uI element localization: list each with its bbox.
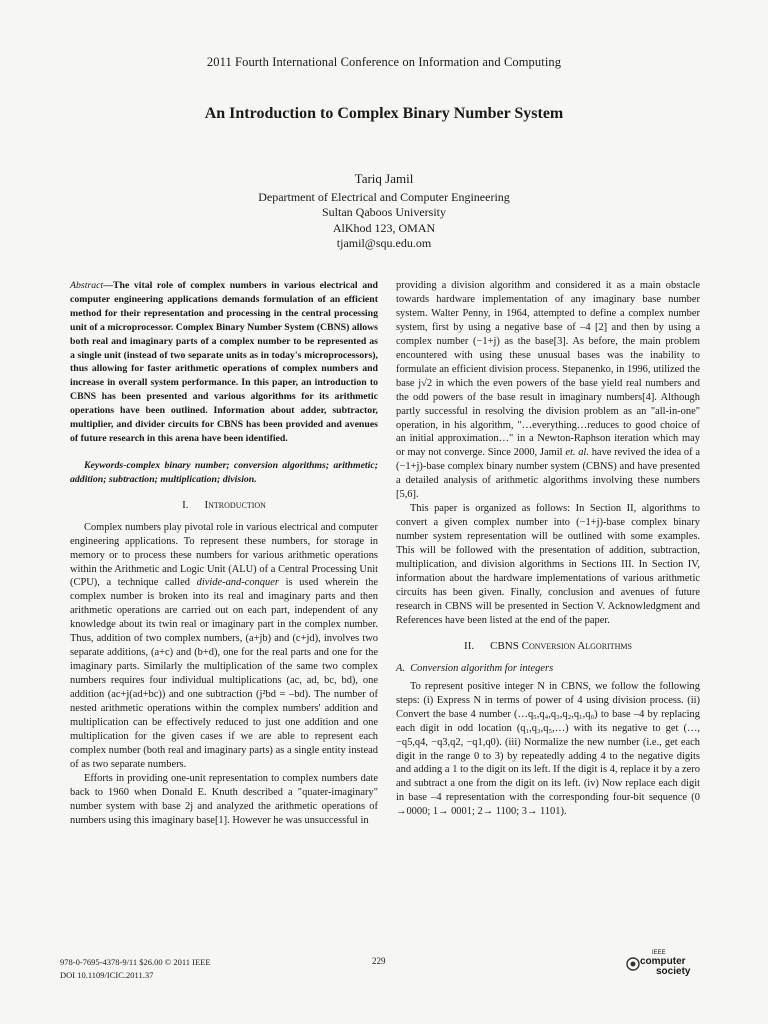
abstract [70, 279, 378, 446]
author-email: tjamil@squ.edu.om [336, 236, 432, 250]
section-number: I. [182, 498, 189, 511]
text-run: providing a division algorithm and considered it as a main obstacle towards hardware implementation of any imaginary base number system. Walter Penny, in 1964, attempted to define a complex number system, first by using a negative base of –4 [2] and then by using a complex number (−1+j) as the base[3]. As before, the main problem encountered with using these unusual bases was the inability to formulate an efficient division process. Stepanenko, in 1996, utilized the base j√2 in which the even powers of the base yield real numbers and the odd powers of the base result in imaginary numbers[4]. Although partly successful in resolving the division problem as an "all-in-one" operation, in his algorithm, "…everything…reduces to good choice of an initial approximation…" in a Newton-Raphson iteration which may or may not converge. Since 2000, Jamil [396, 280, 700, 459]
text-run: is used wherein the complex number is broken into its real and imaginary parts and then arithmetic operations are carried out on each part, independent of any knowledge about its twin real or imaginary part in the complex number. Thus, addition of two complex numbers, (a+jb) and (c+jd), involves two separate additions, (a+c) and (b+d), one for the real parts and one for the imaginary parts. Similarly the multiplication of the same two complex numbers requires four individual multiplications (ac, ad, bc, bd), one addition (ac+j(ad+bc)) and one subtraction (j²bd = –bd). The number of nested arithmetic operations within the complex numbers' addition and multiplication can be effectively reduced to just one addition and one multiplication for the given cases if we are able to represent each complex number (both real and imaginary parts) as a single entity instead of as two separate numbers. [70, 577, 378, 770]
page-number: 229 [372, 956, 386, 966]
conversion-paragraph: To represent positive integer N in CBNS, we follow the following steps: (i) Express N in terms of power of 4 using division process. (ii) Convert the base 4 number (…q₅,q₄,q₃,q₂,q₁,q₀) to base –4 by replacing each digit in odd location (q₁,q₃,q₅,…) with its negative to get (…,−q5,q4, −q3,q2, −q1,q0). (iii) Normalize the new number (i.e., get each digit in the range 0 to 3) by repeatedly adding 4 to the negative digits and adding a 1 to the digit on its left. If the digit is 4, replace it by a zero and subtract a one from the digit on its left. (iv) Now replace each digit in base –4 representation with the corresponding four-bit sequence (0 →0000; 1→ 0001; 2→ 1100; 3→ 1101). [396, 680, 700, 818]
section-title-b: Conversion Algorithms [521, 639, 632, 652]
author-name: Tariq Jamil [354, 171, 414, 186]
footer-doi: DOI 10.1109/ICIC.2011.37 [60, 970, 154, 980]
section-number: II. [464, 639, 475, 652]
history-paragraph-continued [396, 279, 700, 502]
society-logo-icon [626, 957, 640, 971]
abstract-text: —The vital role of complex numbers in various electrical and computer engineering applications demands formulation of an efficient method for their representation and processing in the central processing unit of a microprocessor. Complex Binary Number System (CBNS) allows both real and imaginary parts of a complex number to be represented as a single unit (instead of two separate units as in today's microprocessors), thus allowing for faster arithmetic operations of complex numbers and increase in overall system performance. In this paper, an introduction to CBNS has been presented and various algorithms for its arithmetic operations have been outlined. Information about adder, subtractor, multiplier, and divider circuits for CBNS has been provided and avenues of future research in this arena have been identified. [70, 280, 378, 444]
logo-ieee-text: IEEE [652, 950, 666, 956]
subsection-title: Conversion algorithm for integers [410, 662, 554, 674]
history-paragraph: Efforts in providing one-unit representation to complex numbers date back to 1960 when Donald E. Knuth described a "quater-imaginary" number system with base 2j and analyzed the arithmetic operations of numbers using this imaginary base[1]. However he was unsuccessful in [70, 772, 378, 826]
intro-paragraph [70, 521, 378, 772]
logo-line1: computer [640, 956, 686, 967]
section-heading [70, 499, 378, 513]
keywords: Keywords-complex binary number; conversion algorithms; arithmetic; addition; subtraction; multiplication; division. [70, 459, 378, 485]
ieee-computer-society-logo [626, 950, 706, 986]
abstract-lead: Abstract [70, 280, 104, 291]
italic-term: et. al. [565, 447, 589, 459]
text-run: Complex numbers play pivotal role in various electrical and computer engineering applications. To represent these numbers, for storage in memory or to process these numbers for various arithmetic operations within the Arithmetic and Logic Unit (ALU) of a Central Processing Unit (CPU), a technique called [70, 521, 378, 589]
paper-title: An Introduction to Complex Binary Number System [204, 105, 564, 122]
italic-term: divide-and-conquer [196, 577, 279, 589]
section-heading [396, 640, 700, 654]
left-column [70, 279, 378, 828]
author-department: Department of Electrical and Computer Engineering [258, 189, 510, 204]
subsection-heading [396, 662, 700, 676]
author-block [0, 171, 768, 252]
section-title-a: CBNS [490, 639, 522, 652]
section-title: Introduction [204, 498, 266, 511]
subsection-label: A. [396, 662, 405, 674]
right-column [396, 279, 700, 819]
author-university: Sultan Qaboos University [322, 205, 446, 219]
organization-paragraph: This paper is organized as follows: In Section II, algorithms to convert a given complex number into (−1+j)-base complex binary number system representation will be outlined with some examples. This will be followed with the presentation of addition, subtraction, multiplication, and division algorithms in Sections III. In Section IV, information about the hardware implementations of various arithmetic circuits has been given. Finally, conclusion and avenues of future research in CBNS will be presented in Section V. Acknowledgment and References have been listed at the end of the paper. [396, 503, 700, 626]
logo-line2: society [656, 966, 691, 977]
footer-left [60, 956, 211, 982]
text-run: have revived the idea of a (−1+j)-base complex binary number system (CBNS) and have presented a detailed analysis of arithmetic algorithms involving these numbers [5,6]. [396, 447, 700, 501]
author-address: AlKhod 123, OMAN [332, 220, 436, 235]
conference-header: 2011 Fourth International Conference on Information and Computing [206, 55, 562, 69]
footer-isbn: 978-0-7695-4378-9/11 $26.00 © 2011 IEEE [60, 957, 211, 967]
